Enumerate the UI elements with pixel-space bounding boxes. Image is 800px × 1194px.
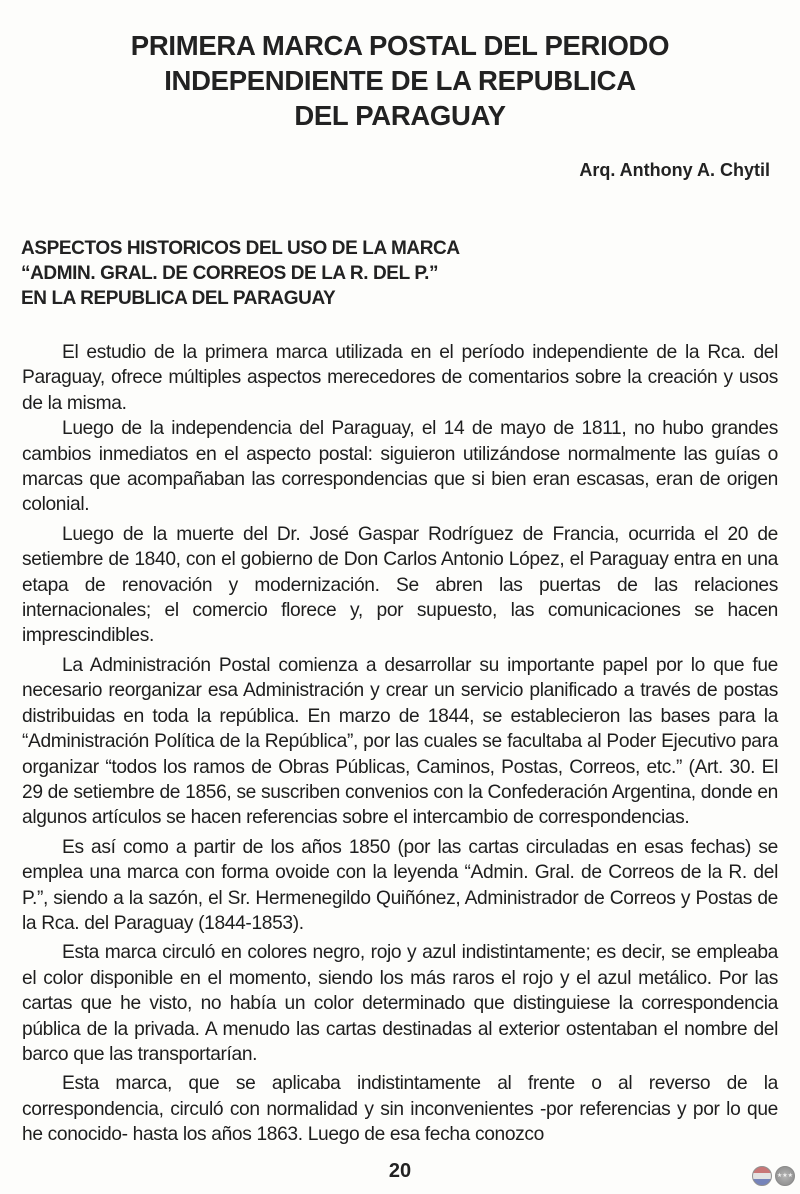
paragraph: Esta marca circuló en colores negro, rojo y azul indistintamente; es decir, se empleaba el color disponible en el momento, siendo los más raros el rojo y el azul metálico. Por las cartas que he visto, no había un color determinado que distinguiese la correspondencia pública de la privada. A menudo las cartas destinadas al exterior ostentaban el nombre del barco que las transportarían. <box>22 942 778 1065</box>
paragraph: El estudio de la primera marca utilizada en el período independiente de la Rca. del Paraguay, ofrece múltiples aspectos merecedores de comentarios sobre la creación y usos de la misma. <box>22 342 778 414</box>
paragraph: Luego de la muerte del Dr. José Gaspar Rodríguez de Francia, ocurrida el 20 de setiembre de 1840, con el gobierno de Don Carlos Antonio López, el Paraguay entra en una etapa de renovación y modernización. Se abren las puertas de las relaciones internacionales; el comercio florece y, por supuesto, las comunicaciones se hacen imprescindibles. <box>22 523 778 647</box>
paragraph: Es así como a partir de los años 1850 (por las cartas circuladas en esas fechas) se emplea una marca con forma ovoide con la leyenda “Admin. Gral. de Correos de la R. del P.”, siendo a la sazón, el Sr. Hermenegildo Quiñónez, Administrador de Correos y Postas de la Rca. del Paraguay (1844-1853). <box>22 836 778 934</box>
paragraph: Luego de la independencia del Paraguay, el 14 de mayo de 1811, no hubo grandes cambios inmediatos en el aspecto postal: siguieron utilizándose normalmente las guías o marcas que acompañaban las correspondencias que si bien eran escasas, eran de origen colonial. <box>22 418 778 516</box>
author-byline: Arq. Anthony A. Chytil <box>579 160 770 180</box>
section-heading-line: “ADMIN. GRAL. DE CORREOS DE LA R. DEL P.” <box>21 263 439 284</box>
page-number: 20 <box>388 1160 412 1182</box>
section-heading-line: EN LA REPUBLICA DEL PARAGUAY <box>21 288 336 309</box>
paraguay-flag-seal-icon <box>752 1166 772 1186</box>
title-line: DEL PARAGUAY <box>294 100 506 131</box>
footer-logos <box>752 1166 795 1186</box>
article-body <box>22 340 778 1148</box>
title-line: PRIMERA MARCA POSTAL DEL PERIODO <box>130 30 670 61</box>
title-line: INDEPENDIENTE DE LA REPUBLICA <box>164 65 636 96</box>
stars-seal-icon: ★★★ <box>775 1166 795 1186</box>
article-title <box>0 28 800 133</box>
paragraph: La Administración Postal comienza a desarrollar su importante papel por lo que fue necesario reorganizar esa Administración y crear un servicio planificado a través de postas distribuidas en toda la república. En marzo de 1844, se establecieron las bases para la “Administración Política de la República”, por las cuales se facultaba al Poder Ejecutivo para organizar “todos los ramos de Obras Públicas, Caminos, Postas, Correos, etc.” (Art. 30. El 29 de setiembre de 1856, se suscriben convenios con la Confederación Argentina, donde en algunos artículos se hacen referencias sobre el intercambio de correspondencias. <box>22 654 778 829</box>
section-heading-line: ASPECTOS HISTORICOS DEL USO DE LA MARCA <box>21 238 460 259</box>
section-heading <box>21 236 460 311</box>
paragraph: Esta marca, que se aplicaba indistintamente al frente o al reverso de la correspondencia, circuló con normalidad y sin inconvenientes -por referencias y por lo que he conocido- hasta los años 1863. Luego de esa fecha conozco <box>22 1073 778 1146</box>
